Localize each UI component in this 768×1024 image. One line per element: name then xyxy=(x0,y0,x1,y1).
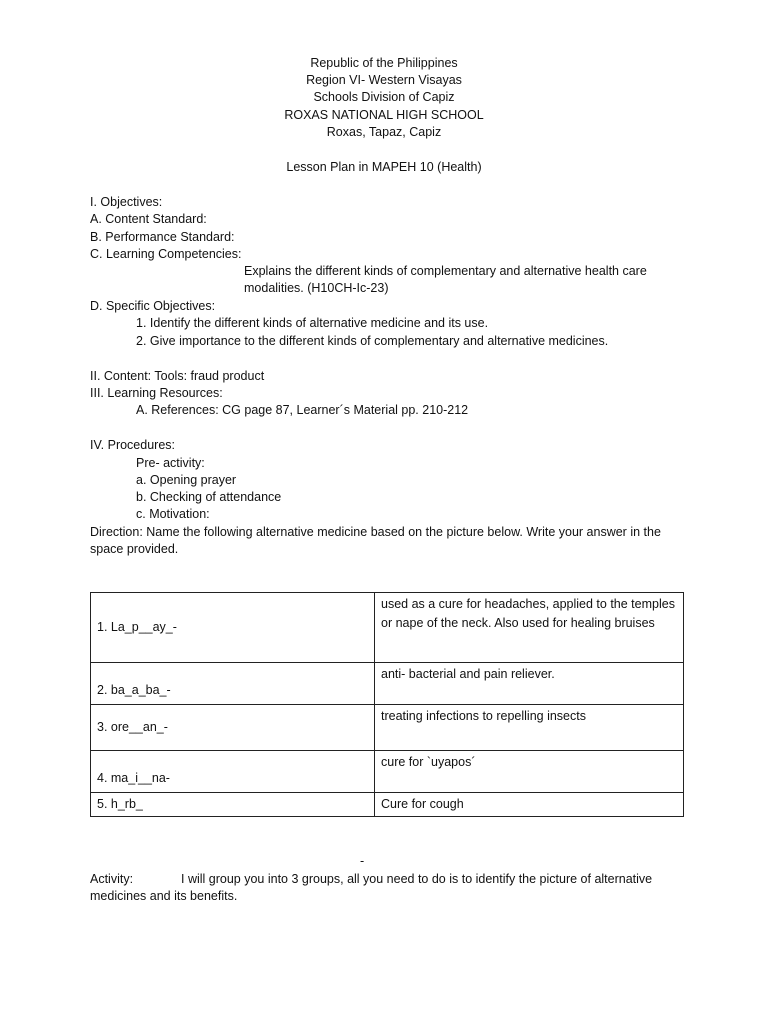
quiz-item: 3. ore__an_- xyxy=(91,705,375,751)
table-row xyxy=(91,705,684,751)
specific-objective-2: 2. Give importance to the different kinds of complementary and alternative medicines. xyxy=(136,334,609,348)
attendance-item: b. Checking of attendance xyxy=(136,490,282,504)
quiz-item: 2. ba_a_ba_- xyxy=(91,663,375,705)
table-row xyxy=(91,663,684,705)
performance-standard-label: B. Performance Standard: xyxy=(90,230,235,244)
pre-activity-label: Pre- activity: xyxy=(136,456,205,470)
table-row xyxy=(91,793,684,817)
specific-objective-1: 1. Identify the different kinds of alternative medicine and its use. xyxy=(136,316,489,330)
activity-text: I will group you into 3 groups, all you need to do is to identify the picture of alternative xyxy=(181,872,653,886)
learning-competencies-label: C. Learning Competencies: xyxy=(90,247,242,261)
quiz-description: treating infections to repelling insects xyxy=(375,705,684,751)
quiz-description: used as a cure for headaches, applied to the temples or nape of the neck. Also used for healing bruises xyxy=(375,593,684,663)
activity-label: Activity: xyxy=(90,872,134,886)
direction-text: Direction: Name the following alternative medicine based on the picture below. Write your answer in the space provided. xyxy=(90,525,661,556)
quiz-item: 1. La_p__ay_- xyxy=(91,593,375,663)
content-line: II. Content: Tools: fraud product xyxy=(90,369,265,383)
procedures-heading: IV. Procedures: xyxy=(90,438,176,452)
quiz-description: cure for `uyapos´ xyxy=(375,751,684,793)
objectives-heading: I. Objectives: xyxy=(90,195,163,209)
opening-prayer-item: a. Opening prayer xyxy=(136,473,237,487)
header-division: Schools Division of Capiz xyxy=(313,90,455,104)
activity-text-continued: medicines and its benefits. xyxy=(90,889,238,903)
lesson-plan-title: Lesson Plan in MAPEH 10 (Health) xyxy=(286,160,482,174)
header-republic: Republic of the Philippines xyxy=(310,56,458,70)
content-standard-label: A. Content Standard: xyxy=(90,212,207,226)
competency-text: Explains the different kinds of complementary and alternative health care modalities. (H10CH-Ic-23) xyxy=(244,264,647,295)
separator-dash: - xyxy=(360,854,365,868)
header-region: Region VI- Western Visayas xyxy=(306,73,462,87)
references-line: A. References: CG page 87, Learner´s Material pp. 210-212 xyxy=(136,403,469,417)
specific-objectives-heading: D. Specific Objectives: xyxy=(90,299,216,313)
learning-resources-heading: III. Learning Resources: xyxy=(90,386,223,400)
motivation-item: c. Motivation: xyxy=(136,507,210,521)
table-row xyxy=(91,593,684,663)
quiz-table xyxy=(90,592,684,817)
quiz-description: anti- bacterial and pain reliever. xyxy=(375,663,684,705)
table-row xyxy=(91,751,684,793)
header-school-address: Roxas, Tapaz, Capiz xyxy=(326,125,442,139)
quiz-item: 4. ma_i__na- xyxy=(91,751,375,793)
quiz-description: Cure for cough xyxy=(375,793,684,817)
header-school-name: ROXAS NATIONAL HIGH SCHOOL xyxy=(284,108,484,122)
quiz-item: 5. h_rb_ xyxy=(91,793,375,817)
